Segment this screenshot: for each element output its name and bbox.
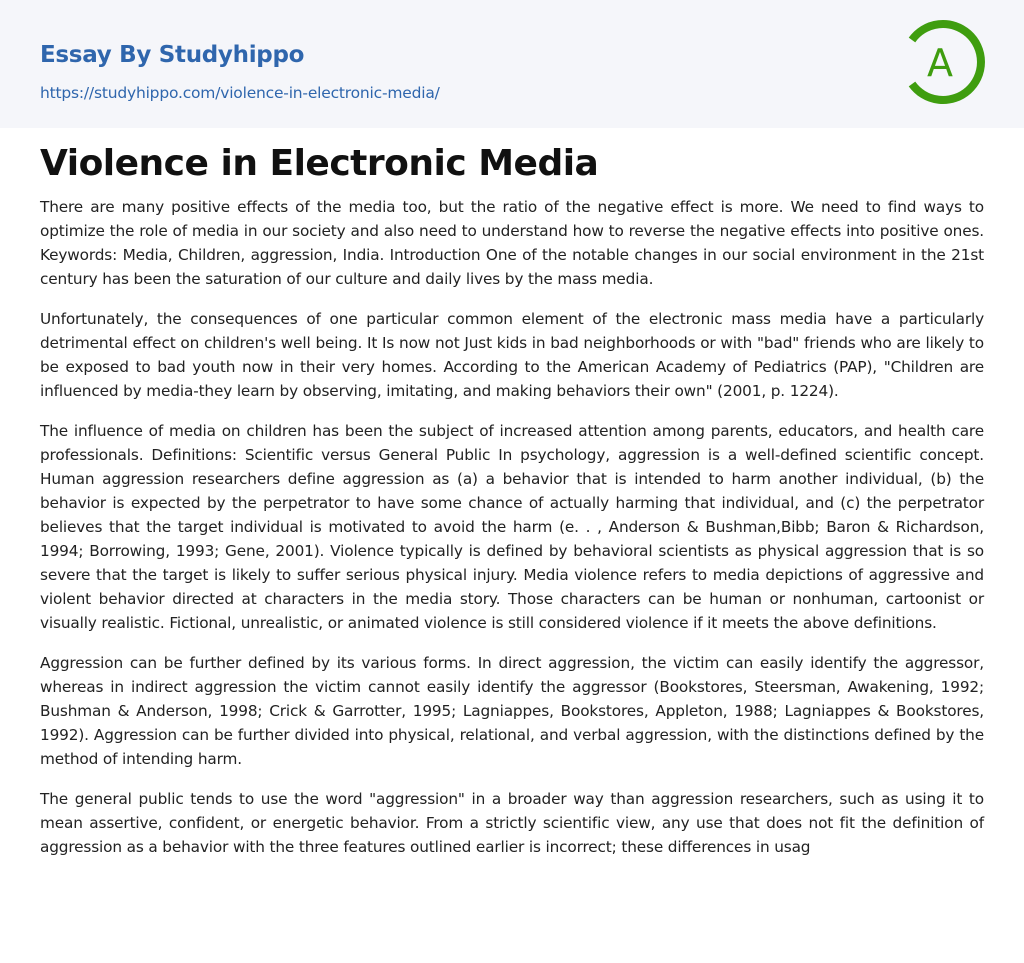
- brand-title: Essay By Studyhippo: [40, 42, 305, 68]
- paragraph: Aggression can be further defined by its various forms. In direct aggression, the victim can easily identify the aggressor, whereas in indirect aggression the victim cannot easily identify the aggressor (Bookstores, Steersman, Awakening, 1992; Bushman & Anderson, 1998; Crick & Garrotter, 1995; Lagniappes, Bookstores, Appleton, 1988; Lagniappes & Bookstores, 1992). Aggression can be further divided into physical, relational, and verbal aggression, with the distinctions defined by the method of intending harm.: [40, 654, 984, 768]
- essay-url-link[interactable]: https://studyhippo.com/violence-in-electronic-media/: [40, 84, 440, 102]
- site-header: [0, 0, 1024, 128]
- paragraph: The influence of media on children has been the subject of increased attention among parents, educators, and health care professionals. Definitions: Scientific versus General Public In psychology, aggression is a well-defined scientific concept. Human aggression researchers define aggression as (a) a behavior that is intended to harm another individual, (b) the behavior is expected by the perpetrator to have some chance of actually harming that individual, and (c) the perpetrator believes that the target individual is motivated to avoid the harm (e. . , Anderson & Bushman,Bibb; Baron & Richardson, 1994; Borrowing, 1993; Gene, 2001). Violence typically is defined by behavioral scientists as physical aggression that is so severe that the target is likely to suffer serious physical injury. Media violence refers to media depictions of aggressive and violent behavior directed at characters in the media story. Those characters can be human or nonhuman, cartoonist or visually realistic. Fictional, unrealistic, or animated violence is still considered violence if it meets the above definitions.: [40, 422, 984, 632]
- page-title: Violence in Electronic Media: [40, 143, 599, 184]
- essay-body: [40, 195, 984, 875]
- paragraph: There are many positive effects of the media too, but the ratio of the negative effect is more. We need to find ways to optimize the role of media in our society and also need to understand how to reverse the negative effects into positive ones. Keywords: Media, Children, aggression, India. Introduction One of the notable changes in our social environment in the 21st century has been the saturation of our culture and daily lives by the mass media.: [40, 198, 984, 288]
- paragraph: The general public tends to use the word "aggression" in a broader way than aggression researchers, such as using it to mean assertive, confident, or energetic behavior. From a strictly scientific view, any use that does not fit the definition of aggression as a behavior with the three features outlined earlier is incorrect; these differences in usag: [40, 790, 984, 856]
- paragraph: Unfortunately, the consequences of one particular common element of the electronic mass media have a particularly detrimental effect on children's well being. It Is now not Just kids in bad neighborhoods or with "bad" friends who are likely to be exposed to bad youth now in their very homes. According to the American Academy of Pediatrics (PAP), "Children are influenced by media-they learn by observing, imitating, and making behaviors their own" (2001, p. 1224).: [40, 310, 984, 400]
- logo-letter: A: [927, 41, 953, 85]
- studyhippo-logo-icon[interactable]: [898, 18, 986, 106]
